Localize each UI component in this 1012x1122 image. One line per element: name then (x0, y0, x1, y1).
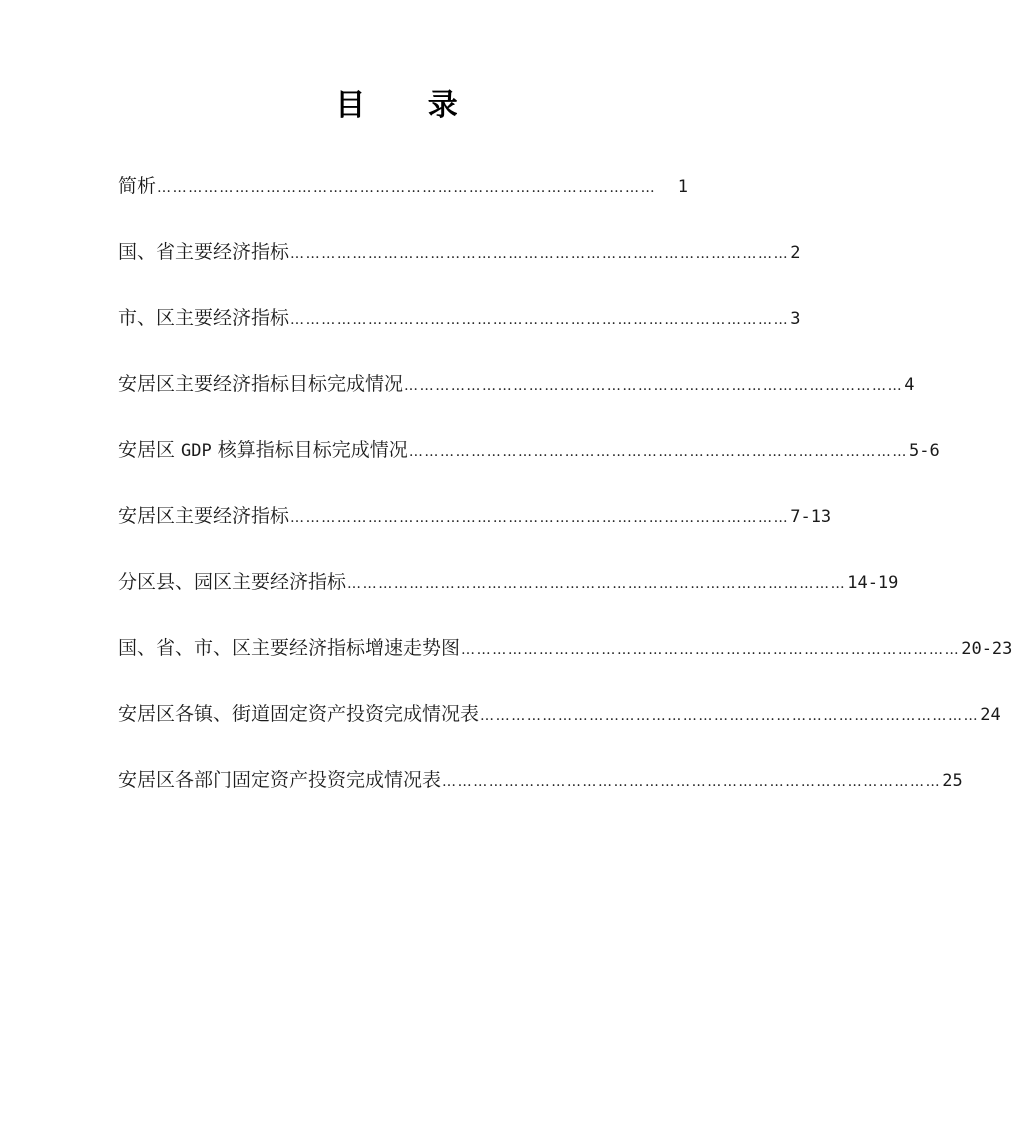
toc-entry-page: 2 (790, 243, 801, 263)
toc-entry[interactable] (118, 758, 963, 824)
toc-entry-page: 14-19 (847, 573, 899, 593)
toc-entry[interactable] (118, 626, 1012, 692)
toc-dot-leader: …………………………………………………………………………………… (347, 576, 847, 592)
toc-entry[interactable] (118, 296, 801, 362)
toc-entry-page: 24 (980, 705, 1001, 725)
toc-entry-page: 7-13 (790, 507, 832, 527)
toc-dot-leader: …………………………………………………………………………………… (480, 708, 980, 724)
toc-dot-leader: …………………………………………………………………………………… (408, 444, 909, 460)
toc-entry[interactable] (118, 164, 688, 230)
toc-entry[interactable] (118, 692, 1001, 758)
toc-entry-page: 4 (904, 375, 915, 395)
toc-entry-page: 5-6 (909, 441, 940, 461)
toc-entry-label: 分区县、园区主要经济指标 (118, 571, 347, 593)
toc-dot-leader: …………………………………………………………………………………… (290, 510, 790, 526)
toc-entry-label: 安居区各部门固定资产投资完成情况表 (118, 769, 442, 791)
toc-entry[interactable] (118, 230, 801, 296)
toc-dot-leader: …………………………………………………………………………………… (442, 774, 942, 790)
toc-entry-page: 1 (677, 177, 688, 197)
toc-entry-label: 国、省主要经济指标 (118, 241, 290, 263)
toc-dot-leader: …………………………………………………………………………………… (290, 312, 790, 328)
toc-entry-label-post: 核算指标目标完成情况 (211, 439, 408, 461)
toc-dot-leader: …………………………………………………………………………………… (461, 642, 961, 658)
toc-entry-page: 3 (790, 309, 801, 329)
toc-dot-leader: …………………………………………………………………………………… (157, 180, 657, 196)
toc-dot-leader: …………………………………………………………………………………… (290, 246, 790, 262)
toc-entry-label: 市、区主要经济指标 (118, 307, 290, 329)
toc-entry-page: 25 (942, 771, 963, 791)
toc-entry-label: 简析 (118, 175, 157, 197)
toc-entry[interactable] (118, 494, 832, 560)
toc-entry-label (118, 428, 408, 473)
toc-entry[interactable] (118, 560, 899, 626)
toc-entry-label-pre: 安居区 (118, 439, 182, 461)
toc-entry-page: 20-23 (961, 639, 1012, 659)
toc-entry[interactable] (118, 362, 915, 428)
toc-entry-label-code: GDP (181, 441, 212, 461)
toc-dot-leader: …………………………………………………………………………………… (404, 378, 904, 394)
toc-entry-label: 国、省、市、区主要经济指标增速走势图 (118, 637, 461, 659)
toc-title: 目 录 (335, 88, 484, 123)
toc-entry-label: 安居区主要经济指标目标完成情况 (118, 373, 404, 395)
toc-entry[interactable] (118, 428, 940, 494)
toc-entry-label: 安居区主要经济指标 (118, 505, 290, 527)
toc-entry-label: 安居区各镇、街道固定资产投资完成情况表 (118, 703, 480, 725)
toc-list (118, 164, 1012, 824)
